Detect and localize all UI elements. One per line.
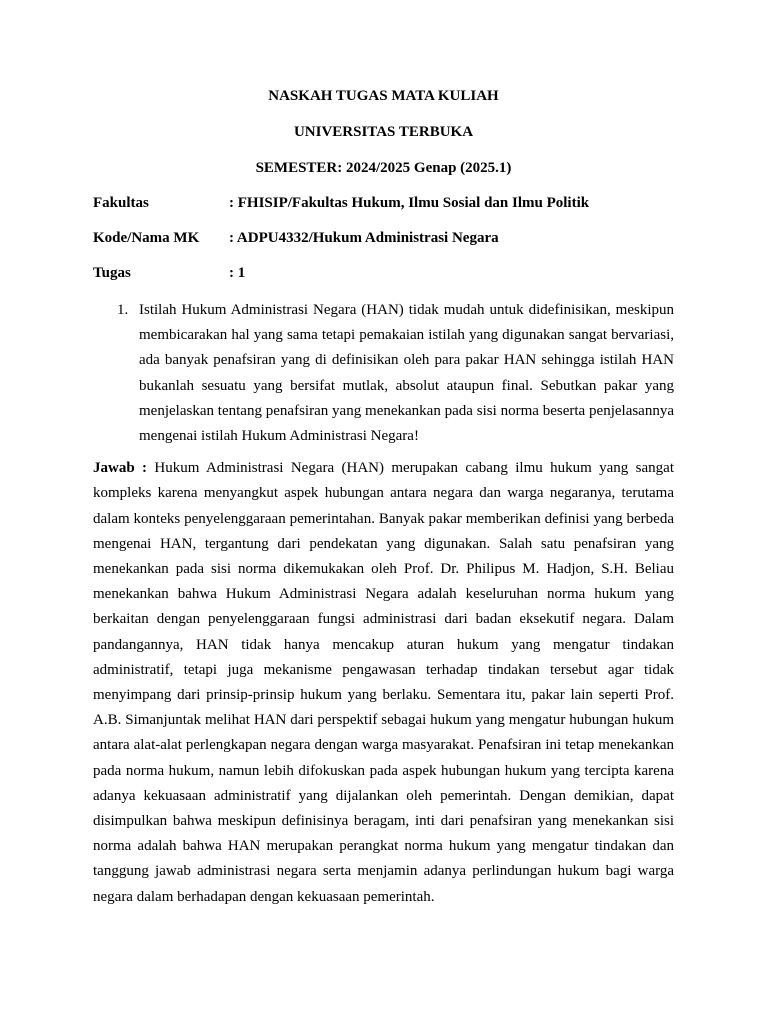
meta-value: : 1 — [229, 265, 246, 281]
meta-value: : ADPU4332/Hukum Administrasi Negara — [229, 230, 499, 246]
answer-text: Hukum Administrasi Negara (HAN) merupakan cabang ilmu hukum yang sangat kompleks karena menyangkut aspek hubungan antara negara dan warga negaranya, terutama dalam konteks penyelenggaraan pemerintahan. Banyak pakar memberikan definisi yang berbeda mengenai HAN, tergantung dari pendekatan yang digunakan. Salah satu penafsiran yang menekankan pada sisi norma dikemukakan oleh Prof. Dr. Philipus M. Hadjon, S.H. Beliau menekankan bahwa Hukum Administrasi Negara adalah keseluruhan norma hukum yang berkaitan dengan penyelenggaraan fungsi administrasi dari badan eksekutif negara. Dalam pandangannya, HAN tidak hanya mencakup aturan hukum yang mengatur tindakan administratif, tetapi juga mekanisme pengawasan terhadap tindakan tersebut agar tidak menyimpang dari prinsip-prinsip hukum yang berlaku. Sementara itu, pakar lain seperti Prof. A.B. Simanjuntak melihat HAN dari perspektif sebagai hukum yang mengatur hubungan hukum antara alat-alat perlengkapan negara dengan warga masyarakat. Penafsiran ini tetap menekankan pada norma hukum, namun lebih difokuskan pada aspek hubungan hukum yang tercipta karena adanya kekuasaan administratif yang dijalankan oleh pemerintah. Dengan demikian, dapat disimpulkan bahwa meskipun definisinya beragam, inti dari penafsiran yang menekankan sisi norma adalah bahwa HAN merupakan perangkat norma hukum yang mengatur tindakan dan tanggung jawab administrasi negara serta menjamin adanya perlindungan hukum bagi warga negara dalam berhadapan dengan kekuasaan pemerintah. — [93, 460, 674, 905]
meta-key: Fakultas — [93, 195, 149, 211]
meta-row-tugas — [93, 263, 674, 283]
course-info — [93, 193, 674, 283]
meta-row-fakultas — [93, 193, 674, 213]
university-name: UNIVERSITAS TERBUKA — [293, 124, 474, 140]
document-title: NASKAH TUGAS MATA KULIAH — [268, 88, 499, 104]
meta-key: Tugas — [93, 265, 131, 281]
question-text: Istilah Hukum Administrasi Negara (HAN) tidak mudah untuk didefinisikan, meskipun membicarakan hal yang sama tetapi pemakaian istilah yang digunakan sangat bervariasi, ada banyak penafsiran yang di definisikan oleh para pakar HAN sehingga istilah HAN bukanlah sesuatu yang bersifat mutlak, absolut ataupun final. Sebutkan pakar yang menjelaskan tentang penafsiran yang menekankan pada sisi norma beserta penjelasannya mengenai istilah Hukum Administrasi Negara! — [139, 302, 674, 445]
answer-paragraph — [93, 456, 674, 910]
semester-line: SEMESTER: 2024/2025 Genap (2025.1) — [255, 160, 512, 176]
answer-label: Jawab : — [93, 460, 148, 477]
meta-row-kode-nama-mk — [93, 228, 674, 248]
question-number: 1. — [117, 302, 129, 318]
meta-value: : FHISIP/Fakultas Hukum, Ilmu Sosial dan Ilmu Politik — [229, 195, 590, 211]
meta-key: Kode/Nama MK — [93, 230, 200, 246]
question-item — [93, 298, 674, 449]
question-list — [93, 298, 674, 449]
